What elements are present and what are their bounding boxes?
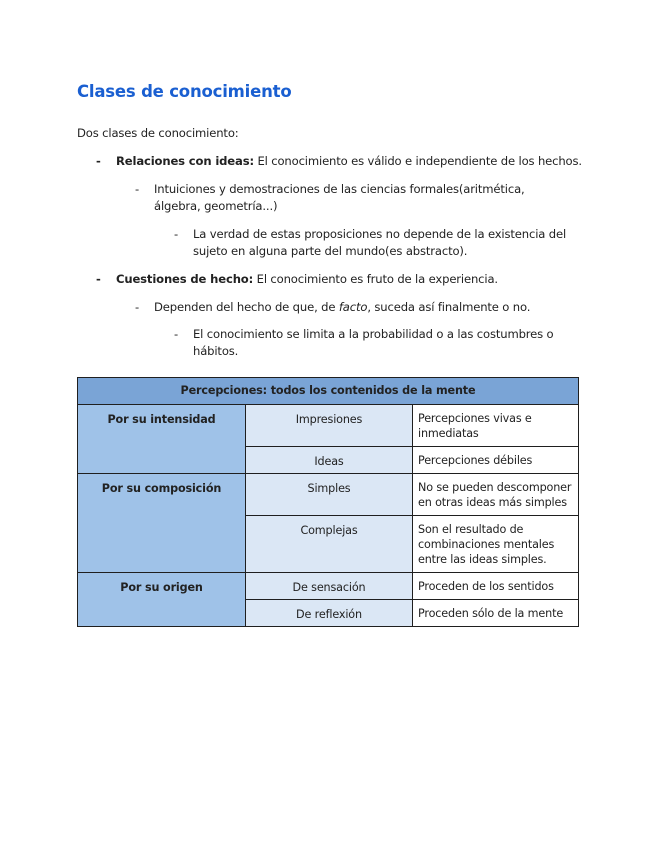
desc-cell: Proceden sólo de la mente [413, 600, 579, 627]
bullet-dash: - [174, 327, 179, 341]
table-row [78, 573, 579, 600]
category-origen: Por su origen [78, 573, 246, 627]
bullet-cuestiones-text: El conocimiento es fruto de la experiencia. [253, 272, 498, 286]
sub-sub-bullet-verdad: La verdad de estas proposiciones no depende de la existencia del sujeto en alguna parte del mundo(es abstracto). [193, 227, 567, 258]
sub-sub-bullet-conocimiento: El conocimiento se limita a la probabilidad o a las costumbres o hábitos. [193, 327, 554, 358]
table-header-row [78, 378, 579, 405]
bullet-dash: - [96, 272, 101, 286]
bullet-cuestiones [116, 271, 586, 288]
desc-cell: Percepciones débiles [413, 447, 579, 474]
table-row [78, 474, 579, 516]
bullet-dash: - [135, 182, 140, 196]
desc-cell: Proceden de los sentidos [413, 573, 579, 600]
bullet-cuestiones-label: Cuestiones de hecho: [116, 272, 254, 286]
sub-bullet-dependen-pre: Dependen del hecho de que, de [154, 300, 339, 314]
sub-bullet-dependen-post: , suceda así finalmente o no. [367, 300, 531, 314]
type-cell: Ideas [246, 447, 413, 474]
category-composicion: Por su composición [78, 474, 246, 573]
desc-cell: Percepciones vivas e inmediatas [413, 405, 579, 447]
type-cell: De reflexión [246, 600, 413, 627]
bullet-relaciones-text: El conocimiento es válido e independiente de los hechos. [253, 154, 582, 168]
desc-cell: No se pueden descomponer en otras ideas más simples [413, 474, 579, 516]
table-header: Percepciones: todos los contenidos de la mente [78, 378, 579, 405]
type-cell: Simples [246, 474, 413, 516]
bullet-relaciones [116, 153, 586, 170]
desc-cell: Son el resultado de combinaciones mentales entre las ideas simples. [413, 516, 579, 573]
perceptions-table [77, 377, 579, 627]
category-intensidad: Por su intensidad [78, 405, 246, 474]
sub-bullet-dependen-em: facto [338, 300, 368, 314]
bullet-dash: - [174, 227, 179, 241]
page-title: Clases de conocimiento [77, 82, 292, 101]
bullet-dash: - [96, 154, 101, 168]
sub-bullet-dependen [154, 299, 574, 316]
intro-text: Dos clases de conocimiento: [77, 126, 239, 140]
table-row [78, 405, 579, 447]
bullet-dash: - [135, 300, 140, 314]
type-cell: De sensación [246, 573, 413, 600]
bullet-relaciones-label: Relaciones con ideas: [116, 154, 254, 168]
sub-bullet-intuiciones: Intuiciones y demostraciones de las ciencias formales(aritmética, álgebra, geometría...) [154, 182, 525, 213]
type-cell: Impresiones [246, 405, 413, 447]
type-cell: Complejas [246, 516, 413, 573]
